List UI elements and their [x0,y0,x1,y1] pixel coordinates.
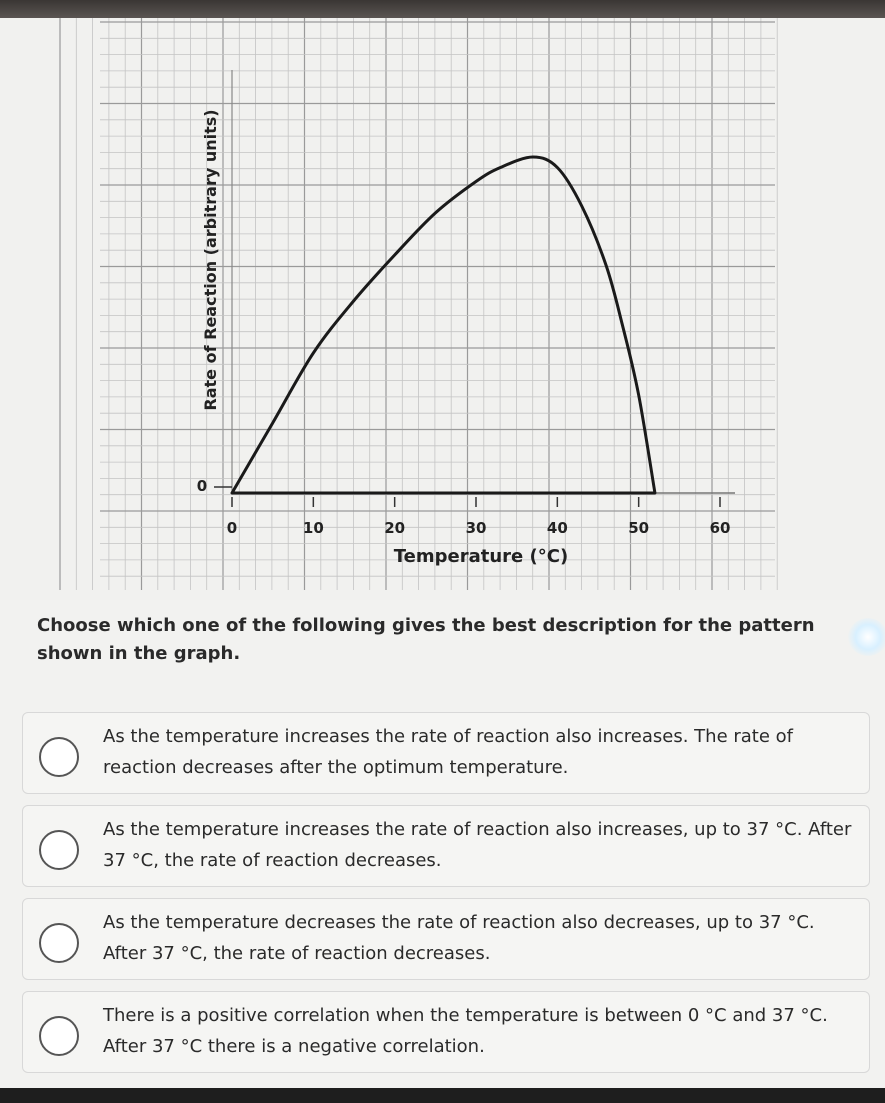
answer-option[interactable] [22,805,870,887]
option-text: As the temperature increases the rate of reaction also increases. The rate of reaction decreases after the optimum temperature. [103,726,793,778]
option-radio[interactable] [39,830,79,870]
x-tick-label: 30 [465,519,487,537]
answer-option[interactable] [22,898,870,980]
option-radio[interactable] [39,923,79,963]
x-tick-label: 20 [384,519,406,537]
x-tick-label: 0 [226,519,238,537]
option-radio[interactable] [39,737,79,777]
x-tick-label: 10 [302,519,324,537]
y-tick-label: 0 [196,477,208,495]
y-axis-label: Rate of Reaction (arbitrary units) [201,109,220,411]
bottom-edge [0,1088,885,1103]
answer-option[interactable] [22,991,870,1073]
option-text: As the temperature increases the rate of reaction also increases, up to 37 °C. After 37 °C, the rate of reaction decreases. [103,819,852,871]
x-tick-label: 60 [709,519,731,537]
answer-option[interactable] [22,712,870,794]
option-text: As the temperature decreases the rate of reaction also decreases, up to 37 °C. After 37 °C, the rate of reaction decreases. [103,912,815,964]
question-text: Choose which one of the following gives the best description for the pattern shown in the graph. [37,615,815,664]
option-radio[interactable] [39,1016,79,1056]
screen-glare [848,618,885,656]
x-tick-label: 50 [628,519,650,537]
option-text: There is a positive correlation when the temperature is between 0 °C and 37 °C. After 37 °C there is a negative correlation. [103,1005,828,1057]
x-axis-label: Temperature (°C) [393,546,569,567]
x-tick-label: 40 [546,519,568,537]
